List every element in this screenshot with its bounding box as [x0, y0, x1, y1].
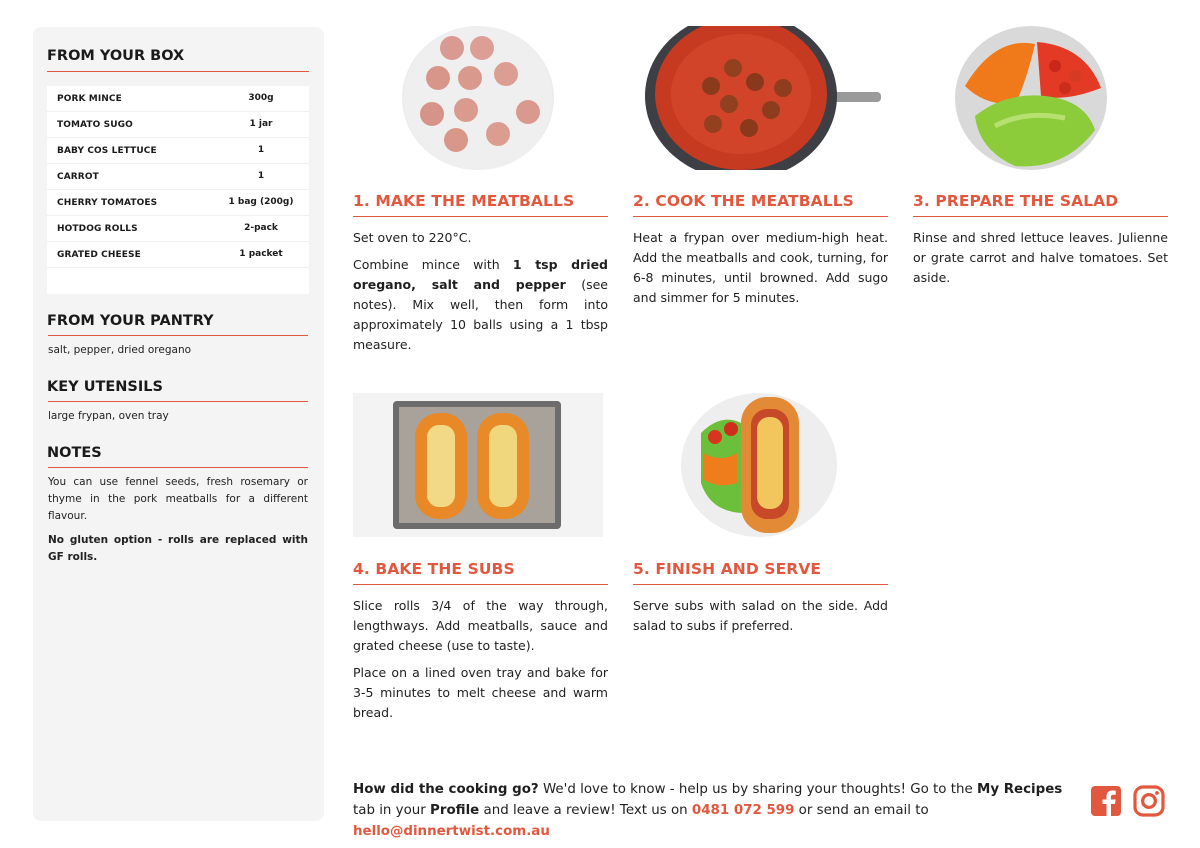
notes-paragraph: You can use fennel seeds, fresh rosemary or thyme in the pork meatballs for a different flavour.	[48, 476, 308, 522]
step-1-rule	[353, 216, 608, 217]
ingredient-row	[47, 190, 309, 216]
notes-heading: NOTES	[47, 445, 102, 461]
utensils-text: large frypan, oven tray	[48, 410, 169, 422]
step-3-title: 3. PREPARE THE SALAD	[913, 192, 1119, 210]
step-3-rule	[913, 216, 1168, 217]
ingredient-row	[47, 86, 309, 112]
ingredient-qty: 1 jar	[249, 119, 273, 129]
step-2-title: 2. COOK THE MEATBALLS	[633, 192, 854, 210]
ingredient-row	[47, 242, 309, 268]
email-link[interactable]: hello@dinnertwist.com.au	[353, 824, 550, 839]
ingredient-name: CARROT	[57, 172, 99, 182]
step-5-title: 5. FINISH AND SERVE	[633, 560, 822, 578]
ingredient-qty: 2-pack	[244, 223, 278, 233]
notes-text	[48, 474, 308, 573]
ingredients-table	[47, 86, 309, 294]
instagram-icon[interactable]	[1133, 785, 1165, 817]
utensils-heading-rule	[48, 401, 308, 402]
ingredient-qty: 1	[257, 171, 265, 181]
step-5-paragraph: Serve subs with salad on the side. Add salad to subs if preferred.	[633, 598, 888, 633]
ingredient-row	[47, 216, 309, 242]
box-heading-rule	[47, 71, 309, 72]
step-1-paragraph	[353, 255, 608, 355]
ingredient-name: HOTDOG ROLLS	[57, 224, 138, 234]
subs-tray-photo	[353, 393, 603, 537]
step-2-body	[633, 228, 888, 315]
ingredient-qty: 1 packet	[239, 249, 283, 259]
my-recipes-label: My Recipes	[977, 782, 1063, 797]
step-4-title: 4. BAKE THE SUBS	[353, 560, 515, 578]
meatballs-pan-photo	[633, 26, 883, 170]
ingredient-row	[47, 138, 309, 164]
ingredient-name: PORK MINCE	[57, 94, 122, 104]
step-4-paragraph: Place on a lined oven tray and bake for 3-5 minutes to melt cheese and warm bread.	[353, 665, 608, 720]
ingredient-name: CHERRY TOMATOES	[57, 198, 158, 208]
ingredient-qty: 1	[257, 145, 265, 155]
notes-gluten-paragraph: No gluten option - rolls are replaced with GF rolls.	[48, 534, 308, 563]
phone-number-link[interactable]: 0481 072 599	[691, 803, 795, 818]
key-utensils-heading: KEY UTENSILS	[47, 379, 163, 395]
step-1-body	[353, 228, 608, 362]
step-3-body	[913, 228, 1168, 295]
ingredient-row	[47, 112, 309, 138]
step-4-rule	[353, 584, 608, 585]
ingredient-name: GRATED CHEESE	[57, 250, 141, 260]
from-your-box-heading: FROM YOUR BOX	[47, 48, 185, 64]
step-1-text: (see notes). Mix well, then form into approximately 10 balls using a 1 tbsp measure.	[353, 277, 608, 352]
profile-label: Profile	[430, 803, 480, 818]
ingredient-name: BABY COS LETTUCE	[57, 146, 157, 156]
ingredient-qty: 300g	[248, 93, 274, 103]
footer-text: We'd love to know - help us by sharing your thoughts! Go to the	[538, 782, 977, 797]
ingredient-qty: 1 bag (200g)	[228, 197, 294, 207]
meatballs-plate-photo	[402, 26, 554, 170]
sidebar	[33, 27, 324, 821]
ingredient-row-empty	[47, 268, 309, 294]
footer-text: and leave a review! Text us on	[479, 803, 692, 818]
ingredient-name: TOMATO SUGO	[57, 120, 133, 130]
step-1-bold-text: 1 tsp dried oregano, salt and pepper	[353, 257, 608, 292]
step-2-rule	[633, 216, 888, 217]
step-4-paragraph: Slice rolls 3/4 of the way through, lengthways. Add meatballs, sauce and grated cheese (use to taste).	[353, 598, 608, 653]
ingredient-row	[47, 164, 309, 190]
step-5-rule	[633, 584, 888, 585]
review-footer	[353, 779, 1073, 842]
step-5-body	[633, 596, 888, 643]
salad-bowl-photo	[955, 26, 1107, 170]
pantry-text: salt, pepper, dried oregano	[48, 344, 192, 356]
facebook-icon[interactable]	[1090, 785, 1122, 817]
pantry-heading-rule	[48, 335, 308, 336]
footer-text: tab in your	[353, 803, 431, 818]
step-1-title: 1. MAKE THE MEATBALLS	[353, 192, 575, 210]
step-4-body	[353, 596, 608, 730]
footer-question: How did the cooking go?	[353, 782, 539, 797]
step-1-paragraph: Set oven to 220°C.	[353, 230, 472, 245]
step-2-paragraph: Heat a frypan over medium-high heat. Add the meatballs and cook, turning, for 6-8 minutes, until browned. Add sugo and simmer for 5 minutes.	[633, 230, 888, 305]
served-sub-photo	[681, 393, 837, 537]
notes-heading-rule	[48, 467, 308, 468]
from-your-pantry-heading: FROM YOUR PANTRY	[47, 313, 214, 329]
footer-text: or send an email to	[794, 803, 929, 818]
step-1-text: Combine mince with	[353, 257, 513, 272]
step-3-paragraph: Rinse and shred lettuce leaves. Julienne or grate carrot and halve tomatoes. Set aside.	[913, 230, 1168, 285]
